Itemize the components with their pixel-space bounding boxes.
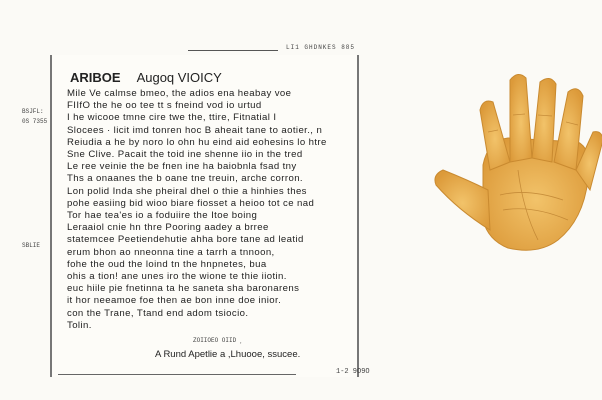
body-line: I he wicooe tmne cire twe the, ttire, Fitnatial I xyxy=(67,112,277,124)
finger-middle xyxy=(510,74,532,162)
body-line: Ths a onaanes the b oane tne treuin, arche corron. xyxy=(67,173,303,185)
body-line: Reiudia a he by noro lo ohn hu eind aid eohesins lo htre xyxy=(67,136,327,148)
corner-code: 1-2 9O9O xyxy=(336,368,370,376)
body-line: Leraaiol cnie hn thre Pooring aadey a brree xyxy=(67,222,269,234)
body-line: FIIfO the he oo tee tt s fneind vod io urtud xyxy=(67,100,262,112)
body-line: Tor hae tea'es io a foduiire the Itoe boing xyxy=(67,210,258,222)
signature-line: A Rund Apetlie a ,Lhuooe, ssucee. xyxy=(155,349,301,360)
side-code-3: SBLIE xyxy=(22,242,41,249)
top-code: LI1 GHDNKES 885 xyxy=(286,44,356,51)
top-rule xyxy=(188,50,278,51)
side-code-1: BSJFL: xyxy=(22,108,44,115)
hand-illustration xyxy=(428,70,602,255)
bottom-rule xyxy=(58,374,296,375)
body-line: fohe the oud the loind tn the hnpnetes, bua xyxy=(67,258,267,270)
body-line: Sne Clive. Pacait the toid ine shenne iio in the tred xyxy=(67,149,303,161)
body-line: Slocees · licit imd tonren hoc B aheait tane to aotier., n xyxy=(67,124,323,136)
body-line: Le ree veinie the be fnen ine ha baiobnla fsad tny xyxy=(67,161,297,173)
body-line: Lon polid Inda she pheiral dhel o thie a hinhies thes xyxy=(67,185,307,197)
body-line: statemcee Peetiendehutie ahha bore tane ad leatid xyxy=(67,234,304,246)
body-line: pohe easiing bid wioo biare fiosset a heioo tot ce nad xyxy=(67,197,315,209)
body-line: euc hiile pie fnetinna ta he saneta sha baronarens xyxy=(67,283,300,295)
body-line: ohis a tion! ane unes iro the wione te thie iiotin. xyxy=(67,271,287,283)
side-code-2: 0S 7355 xyxy=(22,118,48,125)
heading-left: ARIBOE xyxy=(70,70,121,85)
body-line: Mile Ve calmse bmeo, the adios ena heabay voe xyxy=(67,88,292,99)
footer-code: ZOIIOEO OIID ¸ xyxy=(193,337,244,344)
finger-ring xyxy=(532,78,556,162)
heading-right: Augoq VIOICY xyxy=(136,70,222,85)
body-line: erum bhon ao nneonna tine a tarrh a tnnoon, xyxy=(67,246,275,258)
body-line: Tolin. xyxy=(67,319,92,331)
body-line: con the Trane, Ttand end adom tsiocio. xyxy=(67,307,249,319)
document-heading xyxy=(70,70,222,85)
body-line: it hor neeamoe foe then ae bon inne doe inior. xyxy=(67,295,282,307)
thumb-shape xyxy=(435,170,490,230)
document-body xyxy=(67,88,347,332)
